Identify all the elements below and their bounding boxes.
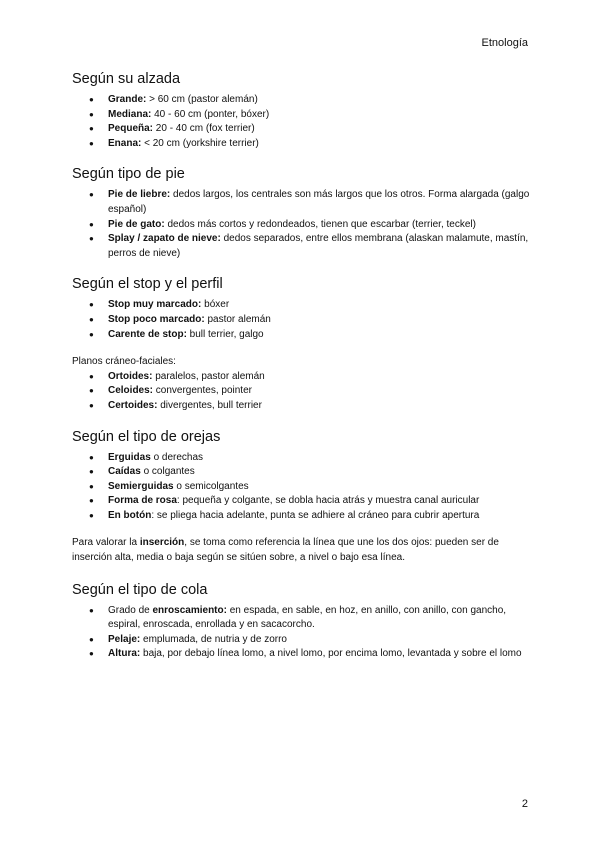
list-item: ● Mediana: 40 - 60 cm (ponter, bóxer) — [72, 108, 532, 123]
page-header: Etnología — [481, 37, 528, 49]
list-planos — [72, 370, 532, 414]
list-cola — [72, 604, 532, 662]
heading-stop: Según el stop y el perfil — [72, 276, 223, 293]
list-item: ● Enana: < 20 cm (yorkshire terrier) — [72, 137, 532, 152]
insercion-paragraph: Para valorar la inserción, se toma como referencia la línea que une los dos ojos: pueden ser de inserción alta, media o baja según se sitúen sobre, a nivel o bajo esa línea. — [72, 537, 499, 564]
list-orejas — [72, 451, 532, 524]
page-number: 2 — [521, 798, 528, 810]
list-item: ● Grado de enroscamiento: en espada, en sable, en hoz, en anillo, con anillo, con gancho, espiral, enroscada, enrollada y en sacacorcho. — [72, 604, 532, 633]
heading-alzada: Según su alzada — [72, 71, 181, 87]
list-stop — [72, 298, 532, 342]
list-item: ● Celoides: convergentes, pointer — [72, 384, 532, 399]
list-item: ● Stop muy marcado: bóxer — [72, 298, 532, 313]
list-item: ● Carente de stop: bull terrier, galgo — [72, 328, 532, 343]
heading-pie: Según tipo de pie — [72, 166, 185, 183]
planos-label: Planos cráneo-faciales: — [72, 356, 176, 368]
list-item: ● Grande: > 60 cm (pastor alemán) — [72, 93, 532, 108]
list-item: ● Ortoides: paralelos, pastor alemán — [72, 370, 532, 385]
list-item: ● Certoides: divergentes, bull terrier — [72, 399, 532, 414]
list-item: ● En botón: se pliega hacia adelante, punta se adhiere al cráneo para cubrir apertura — [72, 509, 532, 524]
heading-cola: Según el tipo de cola — [72, 581, 208, 598]
list-item: ● Forma de rosa: pequeña y colgante, se dobla hacia atrás y muestra canal auricular — [72, 494, 532, 509]
list-item: ● Pequeña: 20 - 40 cm (fox terrier) — [72, 122, 532, 137]
document-body — [72, 70, 532, 662]
list-item: ● Stop poco marcado: pastor alemán — [72, 313, 532, 328]
list-pie — [72, 188, 532, 261]
list-item: ● Semierguidas o semicolgantes — [72, 480, 532, 495]
list-item: ● Caídas o colgantes — [72, 465, 532, 480]
list-item: ● Pie de liebre: dedos largos, los centrales son más largos que los otros. Forma alargada (galgo español) — [72, 188, 532, 217]
list-item: ● Altura: baja, por debajo línea lomo, a nivel lomo, por encima lomo, levantada y sobre el lomo — [72, 647, 532, 662]
list-item: ● Pelaje: emplumada, de nutria y de zorro — [72, 633, 532, 648]
list-item: ● Splay / zapato de nieve: dedos separados, entre ellos membrana (alaskan malamute, mastín, perros de nieve) — [72, 232, 532, 261]
heading-orejas: Según el tipo de orejas — [72, 428, 221, 445]
list-alzada — [72, 93, 532, 151]
list-item: ● Pie de gato: dedos más cortos y redondeados, tienen que escarbar (terrier, teckel) — [72, 218, 532, 233]
list-item: ● Erguidas o derechas — [72, 451, 532, 466]
